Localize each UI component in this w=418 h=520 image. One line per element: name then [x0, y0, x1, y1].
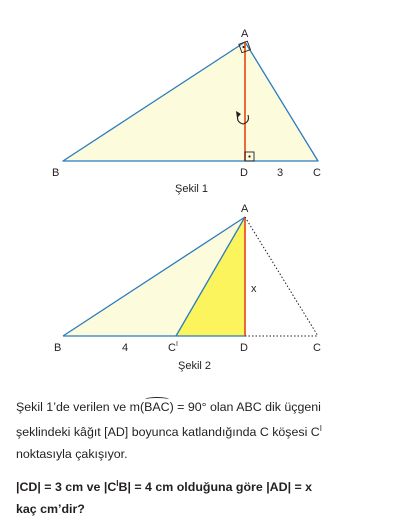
problem-line-1: Şekil 1’de verilen ve m(BAC) = 90° olan ABC dik üçgeni	[16, 396, 406, 418]
label-c-prime: $C^I$	[168, 341, 178, 354]
original-triangle-dotted	[245, 217, 318, 336]
question-line-1: |CD| = 3 cm ve $|C^IB| = 4$ cm olduğuna göre |AD| = x	[16, 479, 313, 495]
figure-1	[52, 28, 321, 195]
question-line-2: kaç cm’dir?	[16, 502, 85, 517]
angle-bac: BAC	[144, 396, 169, 418]
problem-line-2: şeklindeki kâğıt [AD] boyunca katlandığında C köşesi $C^I$	[16, 424, 322, 440]
problem-line-3: noktasıyla çakışıyor.	[16, 447, 128, 462]
figure-2	[54, 203, 321, 372]
problem-statement	[16, 396, 406, 520]
caption-figure-2: Şekil 2	[178, 360, 212, 372]
label-x: x	[251, 283, 257, 295]
label-dc-length: 3	[277, 167, 284, 179]
triangle-abc	[63, 42, 318, 161]
label-b2: B	[54, 342, 62, 354]
label-bc-prime-length: 4	[122, 342, 129, 354]
label-c1: C	[313, 167, 321, 179]
label-c2: C	[313, 342, 321, 354]
label-d1: D	[240, 167, 248, 179]
label-a1: A	[241, 28, 249, 40]
caption-figure-1: Şekil 1	[175, 183, 209, 195]
label-b1: B	[52, 167, 60, 179]
label-d2: D	[240, 342, 248, 354]
label-a2: A	[241, 203, 249, 215]
